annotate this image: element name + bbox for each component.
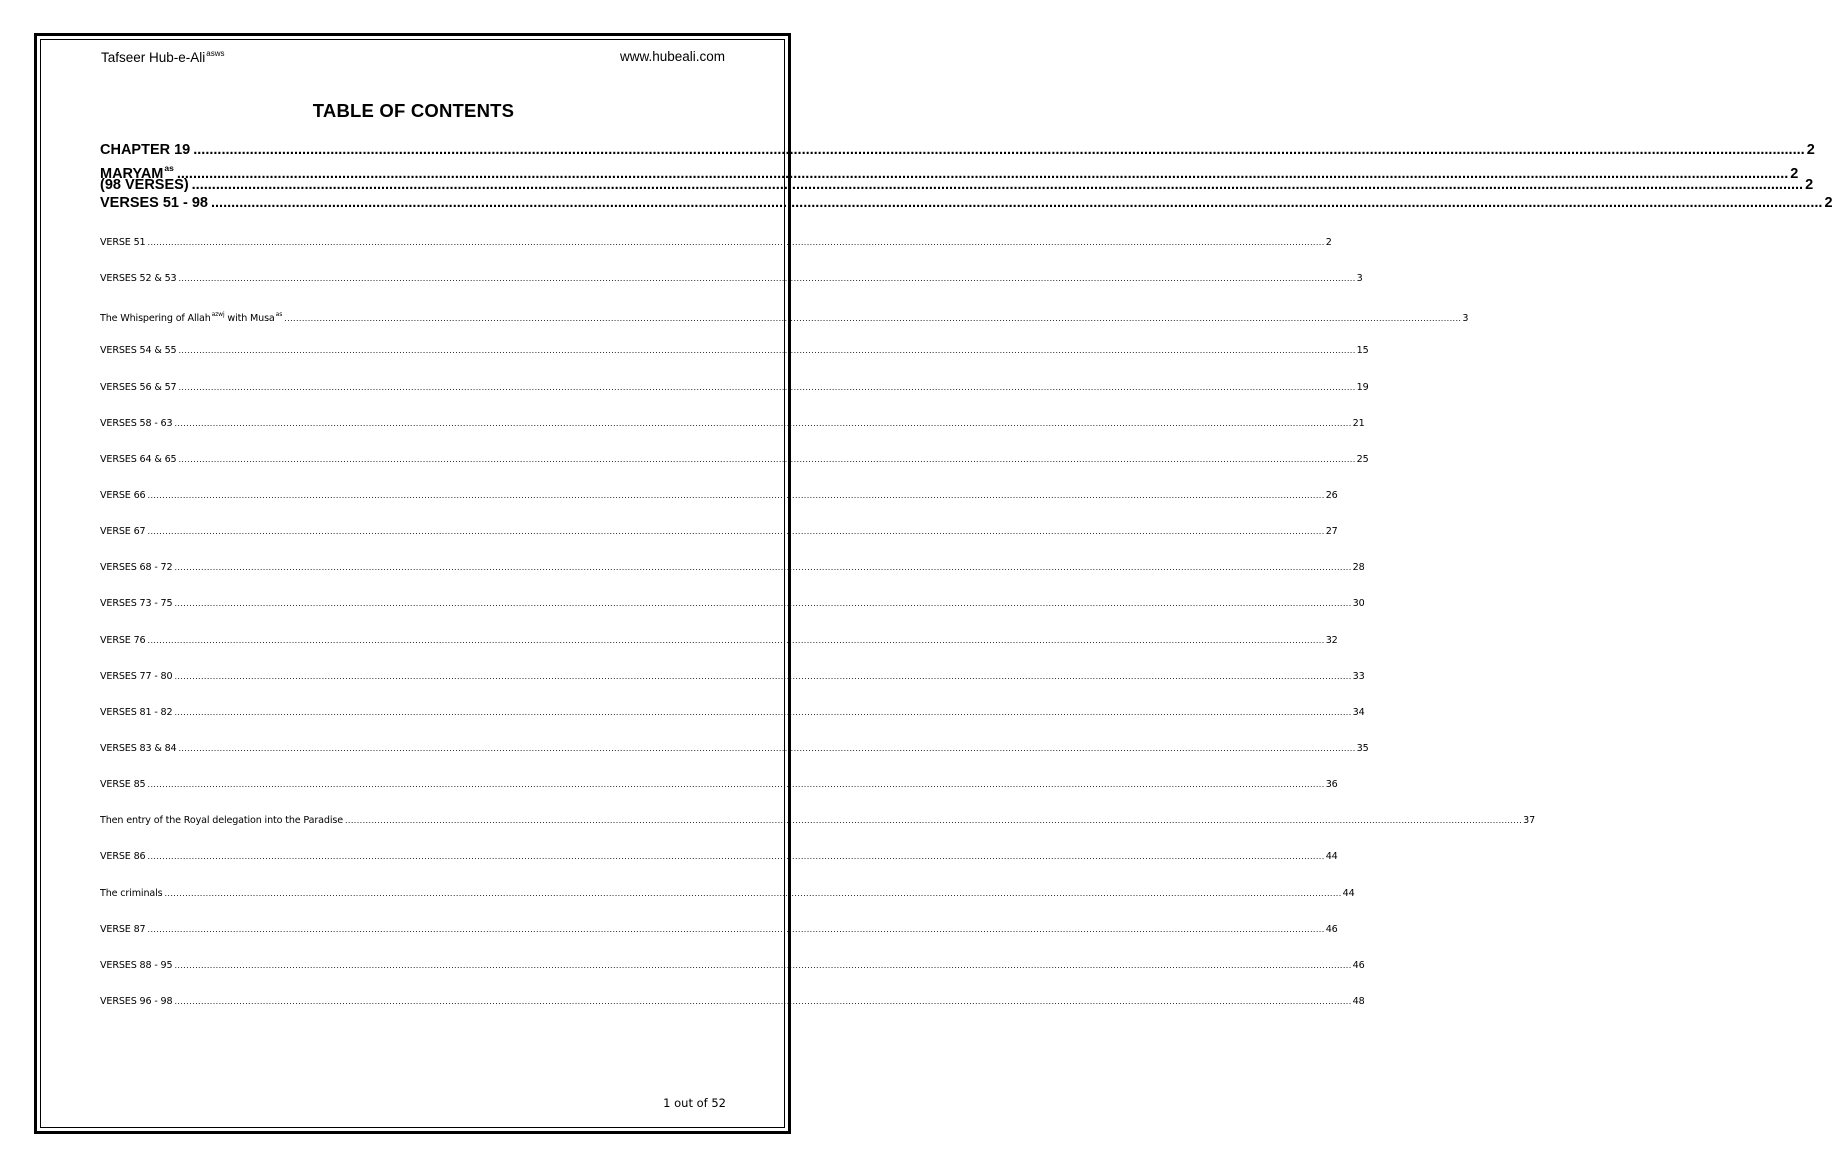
toc-entry-label-text: VERSE 76	[100, 634, 146, 646]
toc-entry-label-text: VERSE 86	[100, 851, 146, 863]
toc-entry-label-text: CHAPTER 19	[100, 142, 191, 158]
toc-entry-page: 35	[1356, 742, 1369, 754]
toc-entry-label	[100, 958, 172, 974]
toc-sub-entry[interactable]	[100, 922, 1338, 958]
toc-entry-page: 32	[1325, 634, 1338, 646]
toc-sub-entry[interactable]	[100, 416, 1365, 452]
toc-dot-leader: ................................................................................................................................................................................................................................................................................................................................................................................................................	[211, 194, 1823, 211]
toc-entry-label-continuation: with Musa	[224, 313, 275, 325]
toc-entry-page: 48	[1352, 995, 1365, 1007]
toc-entry-label	[100, 380, 176, 396]
toc-dot-leader: ................................................................................................................................................................................................................................................................................................................................................................................................................	[174, 996, 1352, 1006]
toc-dot-leader: ................................................................................................................................................................................................................................................................................................................................................................................................................	[176, 165, 1789, 182]
toc-entry-label	[100, 560, 172, 576]
toc-sub-entry[interactable]	[100, 633, 1338, 669]
toc-entry-label	[100, 705, 172, 721]
toc-sub-entry[interactable]	[100, 849, 1338, 885]
toc-entry-label	[100, 271, 176, 287]
toc-dot-leader: ................................................................................................................................................................................................................................................................................................................................................................................................................	[174, 418, 1352, 428]
toc-dot-leader: ................................................................................................................................................................................................................................................................................................................................................................................................................	[284, 314, 1462, 324]
toc-entry-page: 2	[1806, 142, 1815, 158]
toc-main-entries	[100, 142, 1833, 212]
toc-entry-page: 44	[1342, 887, 1355, 899]
toc-entry-label-text: VERSES 88 - 95	[100, 959, 173, 971]
toc-entry-page: 2	[1824, 194, 1833, 211]
toc-entry-label	[100, 416, 172, 432]
toc-sub-entry[interactable]	[100, 271, 1363, 307]
toc-entry-label-text: MARYAM	[100, 165, 164, 182]
toc-dot-leader: ................................................................................................................................................................................................................................................................................................................................................................................................................	[147, 635, 1325, 645]
toc-entry-label-text: Then entry of the Royal delegation into the Paradise	[100, 815, 343, 827]
toc-entry-label	[100, 633, 146, 649]
toc-entry-label	[100, 777, 146, 793]
toc-dot-leader: ................................................................................................................................................................................................................................................................................................................................................................................................................	[174, 960, 1352, 970]
toc-dot-leader: ................................................................................................................................................................................................................................................................................................................................................................................................................	[191, 177, 1804, 193]
toc-dot-leader: ................................................................................................................................................................................................................................................................................................................................................................................................................	[174, 707, 1352, 717]
toc-sub-entry[interactable]	[100, 524, 1338, 560]
toc-entry-label	[100, 307, 282, 327]
toc-entry-label-text: (98 VERSES)	[100, 177, 189, 193]
toc-entry-page: 26	[1325, 489, 1338, 501]
toc-entry-page: 15	[1356, 345, 1369, 357]
toc-entry-label-text: VERSES 56 & 57	[100, 381, 177, 393]
toc-entry-label	[100, 922, 146, 938]
toc-entry-page: 46	[1352, 959, 1365, 971]
toc-entry-label-text: VERSES 52 & 53	[100, 273, 177, 285]
toc-entry-label	[100, 195, 208, 213]
toc-dot-leader: ................................................................................................................................................................................................................................................................................................................................................................................................................	[178, 454, 1356, 464]
toc-entry-page: 46	[1325, 923, 1338, 935]
toc-entry-page: 37	[1523, 815, 1536, 827]
toc-dot-leader: ................................................................................................................................................................................................................................................................................................................................................................................................................	[174, 599, 1352, 609]
toc-sub-entry[interactable]	[100, 705, 1365, 741]
toc-entry-page: 28	[1352, 562, 1365, 574]
toc-sub-entry[interactable]	[100, 741, 1369, 777]
toc-entry-label-text: VERSE 67	[100, 526, 146, 538]
toc-sub-entry[interactable]	[100, 669, 1365, 705]
toc-entry-label	[100, 669, 172, 685]
toc-sub-entry[interactable]	[100, 380, 1369, 416]
toc-entry-honorific: azwj	[211, 311, 225, 319]
toc-sub-entry[interactable]	[100, 560, 1365, 596]
toc-entry-page: 19	[1356, 381, 1369, 393]
toc-entry-honorific: as	[164, 162, 174, 173]
page-title: TABLE OF CONTENTS	[312, 100, 515, 121]
toc-entry-label-text: VERSES 51 - 98	[100, 194, 208, 211]
toc-entry-label	[100, 596, 172, 612]
toc-entry-label	[100, 886, 162, 902]
toc-entry-label	[100, 994, 172, 1010]
toc-sub-entry[interactable]	[100, 596, 1365, 632]
toc-entry-label-text: VERSES 73 - 75	[100, 598, 173, 610]
toc-entry-page: 30	[1352, 598, 1365, 610]
toc-dot-leader: ................................................................................................................................................................................................................................................................................................................................................................................................................	[178, 346, 1356, 356]
toc-sub-entry[interactable]	[100, 813, 1536, 849]
toc-entry-label-text: VERSES 77 - 80	[100, 670, 173, 682]
toc-entry-page: 21	[1352, 417, 1365, 429]
toc-entry-page: 2	[1805, 177, 1814, 193]
toc-entry-page: 2	[1325, 237, 1332, 248]
toc-entry-page: 44	[1325, 851, 1338, 863]
toc-main-entry[interactable]	[100, 177, 1814, 195]
toc-dot-leader: ................................................................................................................................................................................................................................................................................................................................................................................................................	[147, 924, 1325, 934]
toc-entry-label-text: VERSES 81 - 82	[100, 706, 173, 718]
toc-sub-entry[interactable]	[100, 488, 1338, 524]
toc-dot-leader: ................................................................................................................................................................................................................................................................................................................................................................................................................	[178, 382, 1356, 392]
toc-entry-label	[100, 849, 146, 865]
toc-entry-label	[100, 452, 176, 468]
header-book-title	[101, 49, 225, 65]
toc-sub-entry[interactable]	[100, 343, 1369, 379]
toc-dot-leader: ................................................................................................................................................................................................................................................................................................................................................................................................................	[147, 527, 1325, 537]
header-book-title-text: Tafseer Hub-e-Ali	[101, 50, 206, 65]
toc-entry-label	[100, 524, 146, 540]
toc-main-entry[interactable]	[100, 194, 1833, 213]
toc-sub-entry[interactable]	[100, 452, 1369, 488]
toc-sub-entry[interactable]	[100, 958, 1365, 994]
header-website[interactable]: www.hubeali.com	[619, 49, 725, 64]
toc-main-entry[interactable]	[100, 160, 1799, 182]
toc-entry-label-text: VERSES 54 & 55	[100, 345, 177, 357]
toc-sub-entry[interactable]	[100, 994, 1365, 1030]
toc-entry-label-text: VERSES 58 - 63	[100, 417, 173, 429]
toc-dot-leader: ................................................................................................................................................................................................................................................................................................................................................................................................................	[344, 816, 1523, 826]
toc-entry-page: 34	[1352, 706, 1365, 718]
toc-dot-leader: ................................................................................................................................................................................................................................................................................................................................................................................................................	[174, 563, 1352, 573]
toc-sub-entry[interactable]	[100, 886, 1355, 922]
toc-entry-honorific: as	[275, 311, 283, 319]
toc-dot-leader: ................................................................................................................................................................................................................................................................................................................................................................................................................	[147, 780, 1325, 790]
toc-entry-label-text: VERSES 96 - 98	[100, 995, 173, 1007]
toc-entry-page: 27	[1325, 526, 1338, 538]
toc-entry-label	[100, 235, 146, 251]
header-honorific: asws	[206, 49, 225, 58]
toc-dot-leader: ................................................................................................................................................................................................................................................................................................................................................................................................................	[147, 238, 1325, 247]
toc-dot-leader: ................................................................................................................................................................................................................................................................................................................................................................................................................	[174, 671, 1352, 681]
toc-dot-leader: ................................................................................................................................................................................................................................................................................................................................................................................................................	[147, 852, 1325, 862]
page-number: 1 out of 52	[663, 1096, 726, 1110]
toc-entry-label-text: The Whispering of Allah	[100, 313, 211, 325]
toc-entry-label	[100, 813, 343, 829]
toc-entry-page: 2	[1790, 165, 1799, 182]
toc-entry-label	[100, 488, 146, 504]
toc-entry-page: 36	[1325, 779, 1338, 791]
toc-entry-label	[100, 142, 190, 160]
toc-entry-label	[100, 177, 189, 195]
toc-entry-page: 3	[1462, 313, 1469, 325]
toc-entry-label-text: VERSES 83 & 84	[100, 742, 177, 754]
toc-entry-label-text: VERSES 64 & 65	[100, 453, 177, 465]
toc-entry-page: 25	[1356, 453, 1369, 465]
toc-entry-page: 3	[1356, 273, 1363, 285]
toc-entry-label-text: VERSE 87	[100, 923, 146, 935]
toc-sub-entry[interactable]	[100, 307, 1469, 343]
toc-entry-label	[100, 343, 176, 359]
toc-dot-leader: ................................................................................................................................................................................................................................................................................................................................................................................................................	[193, 142, 1805, 158]
toc-entry-label-text: VERSES 68 - 72	[100, 562, 173, 574]
toc-sub-entry[interactable]	[100, 777, 1338, 813]
toc-dot-leader: ................................................................................................................................................................................................................................................................................................................................................................................................................	[164, 888, 1342, 898]
toc-dot-leader: ................................................................................................................................................................................................................................................................................................................................................................................................................	[147, 490, 1325, 500]
toc-sub-entry[interactable]	[100, 235, 1332, 271]
toc-entry-page: 33	[1352, 670, 1365, 682]
toc-sub-entries	[100, 235, 1536, 1030]
toc-entry-label	[100, 741, 176, 757]
toc-entry-label-text: VERSE 51	[100, 237, 146, 248]
toc-main-entry[interactable]	[100, 142, 1815, 160]
toc-entry-label-text: VERSE 66	[100, 489, 146, 501]
toc-dot-leader: ................................................................................................................................................................................................................................................................................................................................................................................................................	[178, 743, 1356, 753]
toc-entry-label-text: The criminals	[100, 887, 163, 899]
toc-dot-leader: ................................................................................................................................................................................................................................................................................................................................................................................................................	[178, 274, 1356, 284]
toc-entry-label-text: VERSE 85	[100, 779, 146, 791]
